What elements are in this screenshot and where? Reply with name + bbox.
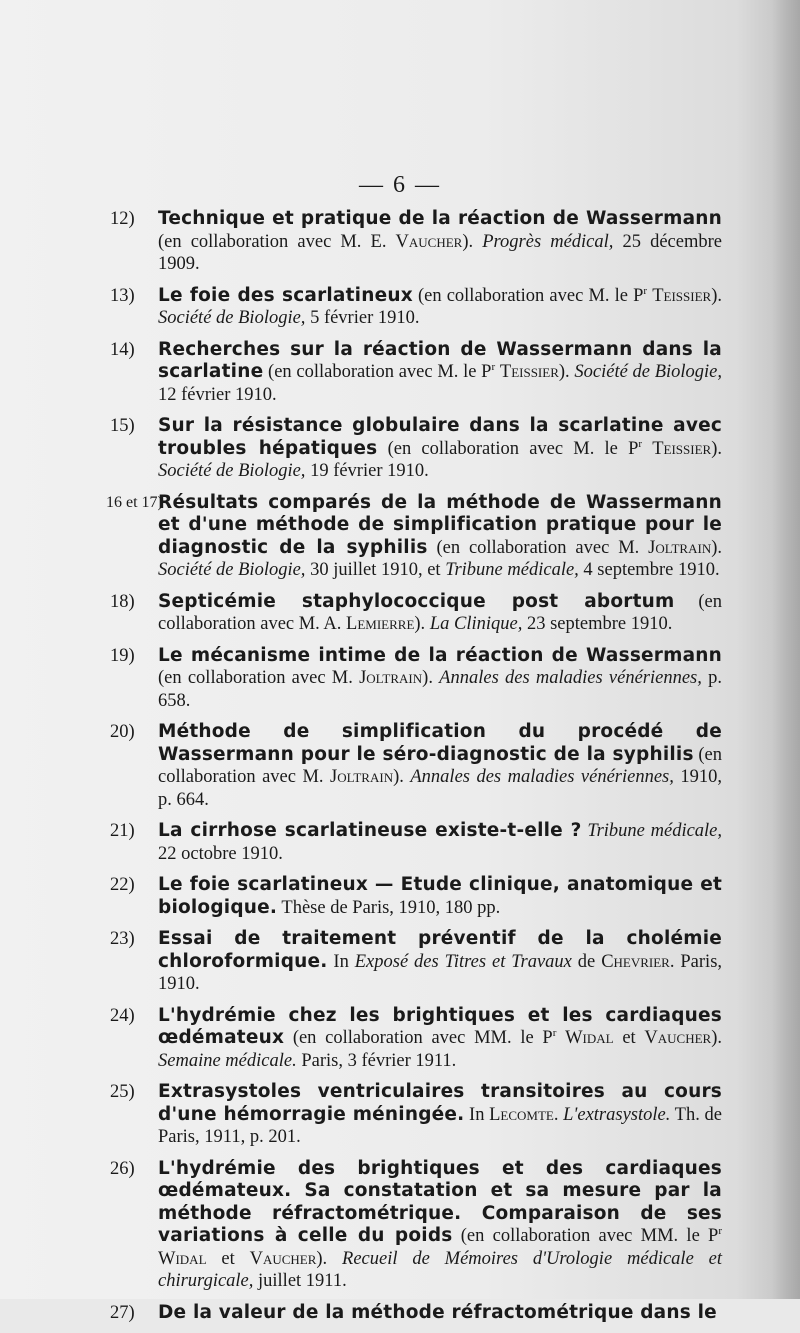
- entry-text: .: [553, 1104, 564, 1125]
- author-name: Vaucher: [395, 231, 463, 252]
- author-name: Vaucher: [249, 1248, 317, 1269]
- entry-text: (en collaboration avec M. le P: [263, 362, 492, 382]
- entry-text: ).: [711, 285, 723, 306]
- bibliography-entry-21: [110, 820, 722, 865]
- entry-number: 16 et 17): [106, 493, 163, 511]
- entry-text: Thèse de Paris, 1910, 180 pp.: [277, 897, 501, 918]
- entry-title: Méthode de simplification du procédé de Wassermann pour le séro-diagnostic de la syphilis: [158, 721, 722, 765]
- entry-date: . Paris, 1910.: [158, 951, 723, 994]
- superscript: r: [643, 284, 648, 297]
- entry-text: [642, 439, 652, 459]
- entry-date: 23 septembre 1910.: [522, 614, 673, 634]
- entry-number: 20): [110, 722, 135, 742]
- journal-name: La Clinique,: [429, 614, 523, 634]
- bibliography-entry-12: [110, 208, 722, 276]
- entry-date: Paris, 3 février 1911.: [296, 1050, 457, 1071]
- entry-text: (en collaboration avec M.: [427, 537, 649, 558]
- entry-number: 12): [110, 209, 135, 229]
- journal-name: Exposé des Titres et Travaux: [354, 951, 572, 972]
- bibliography-entry-19: [110, 645, 722, 713]
- entry-date: juillet 1911.: [253, 1271, 347, 1291]
- bibliography-entry-27: [110, 1302, 722, 1325]
- entry-text: [556, 1028, 565, 1048]
- entry-text: ).: [711, 438, 722, 459]
- entry-text: ).: [462, 231, 483, 252]
- author-name: Chevrier: [601, 951, 670, 972]
- entry-number: 26): [110, 1158, 135, 1179]
- bibliography-entry-24: [110, 1005, 722, 1073]
- bibliography-entry-15: [110, 415, 722, 483]
- page-number: — 6 —: [359, 172, 441, 198]
- entry-number: 14): [110, 339, 135, 360]
- entry-text: ).: [414, 614, 430, 634]
- author-name: Lemierre: [346, 614, 415, 634]
- author-name: Teissier: [499, 362, 559, 382]
- entry-text: ).: [711, 537, 723, 558]
- entry-text: (en collaboration avec M. le P: [377, 438, 639, 459]
- journal-name: L'extrasystole.: [563, 1104, 671, 1125]
- author-name: Joltrain: [359, 668, 423, 688]
- entry-title: La cirrhose scarlatineuse existe-t-elle ?: [158, 820, 582, 841]
- entry-text: ).: [711, 1028, 722, 1048]
- entry-date: 4 septembre 1910.: [578, 560, 720, 580]
- entry-text: ).: [558, 362, 575, 382]
- entry-title: L'hydrémie des brightiques et des cardiaques œdémateux. Sa constatation et sa mesure par la méthode réfractométrique. Comparaison de ses variations à celle du poids: [158, 1157, 722, 1246]
- entry-text: ).: [316, 1248, 343, 1269]
- journal-name: Société de Biologie,: [158, 560, 306, 580]
- bibliography-entry-16-17: [106, 491, 723, 582]
- author-name: Widal: [565, 1028, 614, 1048]
- entry-text: (en collaboration avec M. A.: [158, 591, 723, 634]
- bibliography-entry-14: [110, 339, 722, 407]
- superscript: r: [638, 437, 643, 450]
- entry-title: Le foie des scarlatineux: [158, 284, 413, 306]
- entry-number: 22): [110, 875, 135, 895]
- entry-number: 13): [110, 285, 135, 306]
- entry-date: 19 février 1910.: [305, 461, 429, 481]
- bibliography-entry-18: [110, 591, 722, 636]
- entry-number: 27): [110, 1302, 135, 1323]
- entry-date: 5 février 1910.: [305, 308, 420, 328]
- entry-title: Extrasystoles ventriculaires transitoires au cours d'une hémorragie méningée.: [158, 1081, 722, 1125]
- entry-title: Le foie scarlatineux — Etude clinique, anatomique et biologique.: [158, 874, 722, 918]
- bibliography-entry-13: [110, 285, 722, 330]
- author-name: Teissier: [652, 285, 712, 306]
- bibliography-entry-22: [110, 874, 722, 919]
- entry-date: 12 février 1910.: [158, 384, 277, 405]
- entry-number: 24): [110, 1005, 135, 1026]
- author-name: Joltrain: [330, 767, 394, 787]
- entry-number: 25): [110, 1082, 135, 1102]
- journal-name: Tribune médicale,: [445, 560, 579, 580]
- entry-title: Le mécanisme intime de la réaction de Wassermann: [158, 644, 722, 666]
- entry-date: 1910, p. 664.: [158, 767, 722, 810]
- entry-title: Résultats comparés de la méthode de Wassermann et d'une méthode de simplification pratique pour le diagnostic de la syphilis: [158, 491, 722, 558]
- entry-text: (en collaboration avec M.: [158, 668, 360, 688]
- author-name: Widal: [158, 1248, 207, 1269]
- bibliography-entry-26: [110, 1158, 722, 1293]
- bibliography-entry-20: [110, 721, 722, 811]
- bibliography-list: [106, 208, 723, 1333]
- entry-title: L'hydrémie chez les brightiques et les cardiaques œdémateux: [158, 1004, 722, 1048]
- author-name: Teissier: [652, 438, 712, 459]
- bibliography-entry-23: [110, 928, 722, 996]
- entry-title: Septicémie staphylococcique post abortum: [158, 590, 675, 612]
- journal-name: Semaine médicale.: [158, 1050, 297, 1071]
- author-name: Lecomte: [489, 1104, 554, 1125]
- entry-text: (en collaboration avec MM. le P: [284, 1028, 553, 1048]
- entry-number: 23): [110, 929, 135, 949]
- entry-text: In: [327, 951, 355, 972]
- entry-date: p. 658.: [158, 668, 722, 711]
- author-name: Vaucher: [644, 1028, 712, 1048]
- journal-name: Progrès médical,: [482, 231, 614, 252]
- entry-title: Sur la résistance globulaire dans la scarlatine avec troubles hépatiques: [158, 415, 722, 459]
- entry-number: 18): [110, 591, 135, 612]
- entry-number: 19): [110, 645, 135, 666]
- entry-title: Technique et pratique de la réaction de Wassermann: [158, 208, 722, 229]
- entry-text: (en collaboration avec M. E.: [158, 231, 396, 252]
- journal-name: Annales des maladies vénériennes,: [410, 767, 674, 787]
- entry-text: (en collaboration avec M.: [158, 744, 723, 787]
- superscript: r: [552, 1026, 557, 1039]
- entry-text: In: [464, 1104, 490, 1125]
- journal-name: Tribune médicale,: [587, 821, 723, 841]
- entry-text: (en collaboration avec MM. le P: [452, 1226, 719, 1246]
- bibliography-entry-25: [110, 1081, 722, 1149]
- entry-text: et: [613, 1028, 645, 1048]
- journal-name: Recueil de Mémoires d'Urologie médicale et chirurgicale,: [158, 1248, 722, 1291]
- entry-number: 21): [110, 821, 135, 841]
- entry-text: (en collaboration avec M. le P: [412, 285, 644, 306]
- entry-text: 30 juillet 1910, et: [305, 560, 446, 580]
- entry-title: Recherches sur la réaction de Wassermann dans la scarlatine: [158, 338, 722, 382]
- journal-name: Société de Biologie,: [158, 461, 306, 481]
- journal-name: Société de Biologie,: [574, 362, 723, 382]
- superscript: r: [718, 1224, 723, 1237]
- entry-text: de: [571, 951, 602, 972]
- entry-text: et: [206, 1248, 250, 1269]
- entry-title: De la valeur de la méthode réfractométrique dans le: [158, 1301, 717, 1323]
- superscript: r: [491, 360, 496, 373]
- author-name: Joltrain: [648, 537, 712, 558]
- entry-date: 22 octobre 1910.: [158, 843, 283, 864]
- entry-date: 25 décembre 1909.: [158, 231, 722, 274]
- entry-number: 15): [110, 416, 135, 436]
- entry-date: Th. de Paris, 1911, p. 201.: [158, 1104, 722, 1147]
- entry-title: Essai de traitement préventif de la cholémie chloroformique.: [158, 928, 722, 972]
- journal-name: Annales des maladies vénériennes,: [439, 668, 702, 688]
- entry-text: ).: [393, 767, 411, 787]
- journal-name: Société de Biologie,: [158, 308, 306, 328]
- entry-text: ).: [422, 668, 440, 688]
